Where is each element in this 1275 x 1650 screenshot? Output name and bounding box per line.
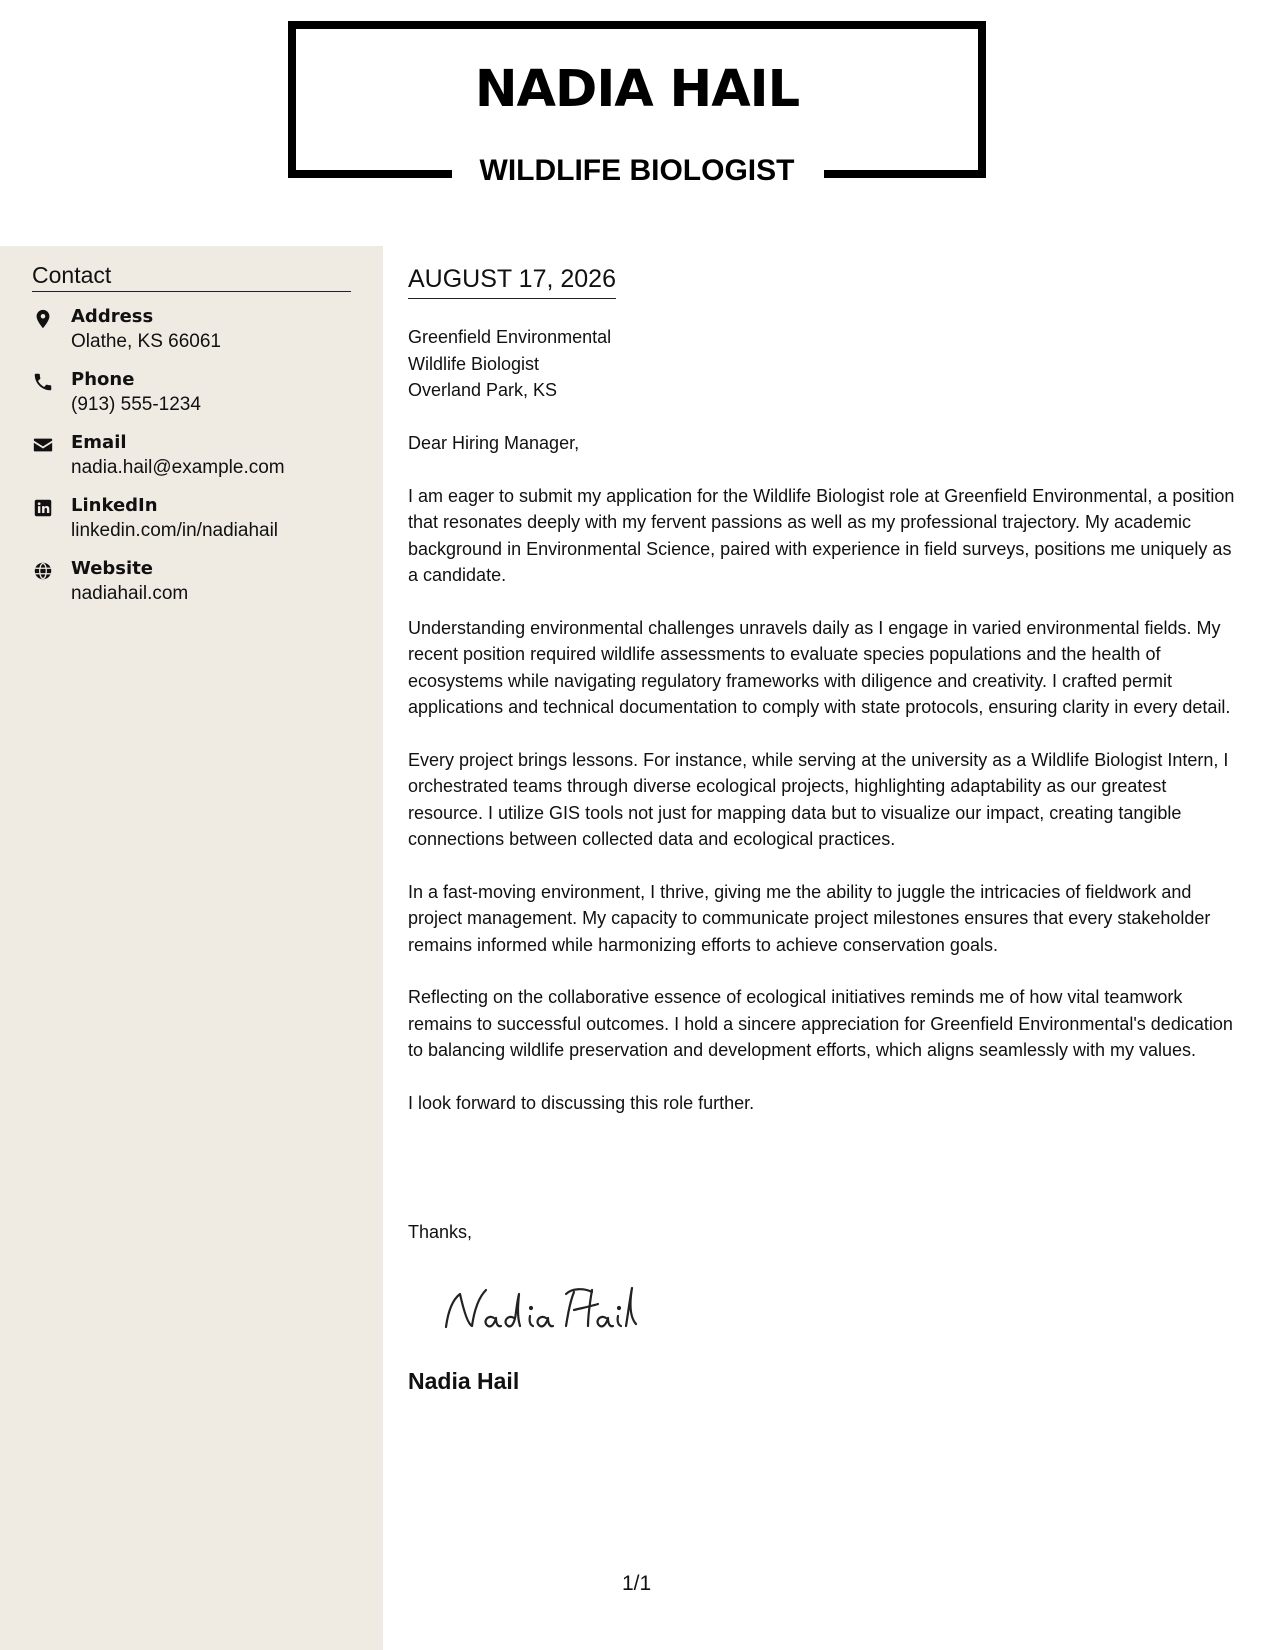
letter-body [408,430,1243,1142]
contact-label: Phone [71,369,135,390]
letter-paragraph: I am eager to submit my application for the Wildlife Biologist role at Greenfield Environmental, a position that resonates deeply with my fervent passions as well as my professional trajectory. My academic background in Environmental Science, paired with experience in field surveys, positions me uniquely as a candidate. [408,485,1235,585]
contact-label: LinkedIn [71,495,158,516]
applicant-job-title: WILDLIFE BIOLOGIST [479,154,795,187]
letter-closing: Thanks, [408,1222,473,1242]
recipient-block [408,324,611,404]
contact-value: nadiahail.com [71,583,189,604]
contact-heading: Contact [32,262,351,292]
globe-icon [32,560,54,582]
letter-date: AUGUST 17, 2026 [408,265,616,299]
signer-name: Nadia Hail [408,1368,520,1394]
contact-value: nadia.hail@example.com [71,457,285,478]
letter-paragraph: In a fast-moving environment, I thrive, giving me the ability to juggle the intricacies of fieldwork and project management. My capacity to communicate project milestones ensures that every stakeholder remains informed while harmonizing efforts to achieve conservation goals. [408,881,1211,955]
envelope-icon [32,434,54,456]
letter-paragraph: Reflecting on the collaborative essence of ecological initiatives reminds me of how vital teamwork remains to successful outcomes. I hold a sincere appreciation for Greenfield Environmental's dedication to balancing wildlife preservation and development efforts, which aligns seamlessly with my values. [408,987,1233,1060]
applicant-name: NADIA HAIL [474,60,800,119]
contact-label: Website [71,558,154,579]
contact-label: Email [71,432,127,453]
page-number: 1/1 [622,1572,652,1595]
linkedin-icon [32,497,54,519]
contact-value: (913) 555-1234 [71,394,201,415]
recipient-company: Greenfield Environmental [408,327,612,347]
handwritten-signature [442,1282,642,1337]
contact-value: linkedin.com/in/nadiahail [71,520,279,541]
phone-icon [32,371,54,393]
contact-label: Address [71,306,154,327]
contact-value: Olathe, KS 66061 [71,331,221,352]
map-pin-icon [32,308,54,330]
recipient-location: Overland Park, KS [408,380,558,400]
letter-paragraph: I look forward to discussing this role further. [408,1092,755,1113]
letter-paragraph: Every project brings lessons. For instance, while serving at the university as a Wildlife Biologist Intern, I orchestrated teams through diverse ecological projects, highlighting adaptability as our greatest resource. I utilize GIS tools not just for mapping data but to visualize our impact, creating tangible connections between collected data and ecological practices. [408,749,1229,849]
letter-paragraph: Understanding environmental challenges unravels daily as I engage in varied environmental fields. My recent position required wildlife assessments to evaluate species populations and the health of ecosystems while navigating regulatory frameworks with diligence and creativity. I crafted permit applications and technical documentation to comply with state protocols, ensuring clarity in every detail. [408,617,1231,717]
salutation: Dear Hiring Manager, [408,433,580,453]
recipient-role: Wildlife Biologist [408,353,540,374]
